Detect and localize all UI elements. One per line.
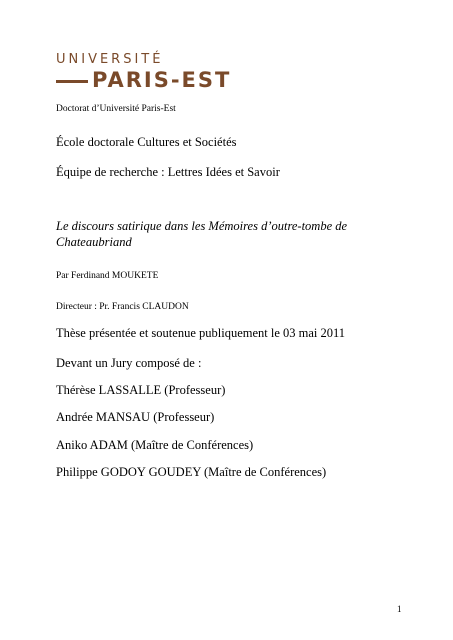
jury-member: Philippe GODOY GOUDEY (Maître de Conférences) xyxy=(56,465,327,479)
jury-member: Andrée MANSAU (Professeur) xyxy=(56,410,215,424)
jury-member: Aniko ADAM (Maître de Conférences) xyxy=(56,438,254,452)
logo-top-text: UNIVERSITÉ xyxy=(56,52,164,67)
author-line: Par Ferdinand MOUKETE xyxy=(56,271,159,281)
logo-bottom-text: PARIS-EST xyxy=(92,68,232,92)
director-line: Directeur : Pr. Francis CLAUDON xyxy=(56,302,189,312)
defense-line: Thèse présentée et soutenue publiquement le 03 mai 2011 xyxy=(56,326,346,340)
jury-member: Thérèse LASSALLE (Professeur) xyxy=(56,383,226,397)
page-number: 1 xyxy=(397,604,402,614)
ecole-doctorale: École doctorale Cultures et Sociétés xyxy=(56,135,237,149)
thesis-title: Le discours satirique dans les Mémoires d’outre-tombe de Chateaubriand xyxy=(56,219,348,249)
university-logo xyxy=(56,52,246,100)
doctorat-line: Doctorat d’Université Paris-Est xyxy=(56,104,176,114)
jury-intro: Devant un Jury composé de : xyxy=(56,356,202,370)
logo-bar xyxy=(56,80,88,83)
equipe-recherche: Équipe de recherche : Lettres Idées et Savoir xyxy=(56,165,280,179)
